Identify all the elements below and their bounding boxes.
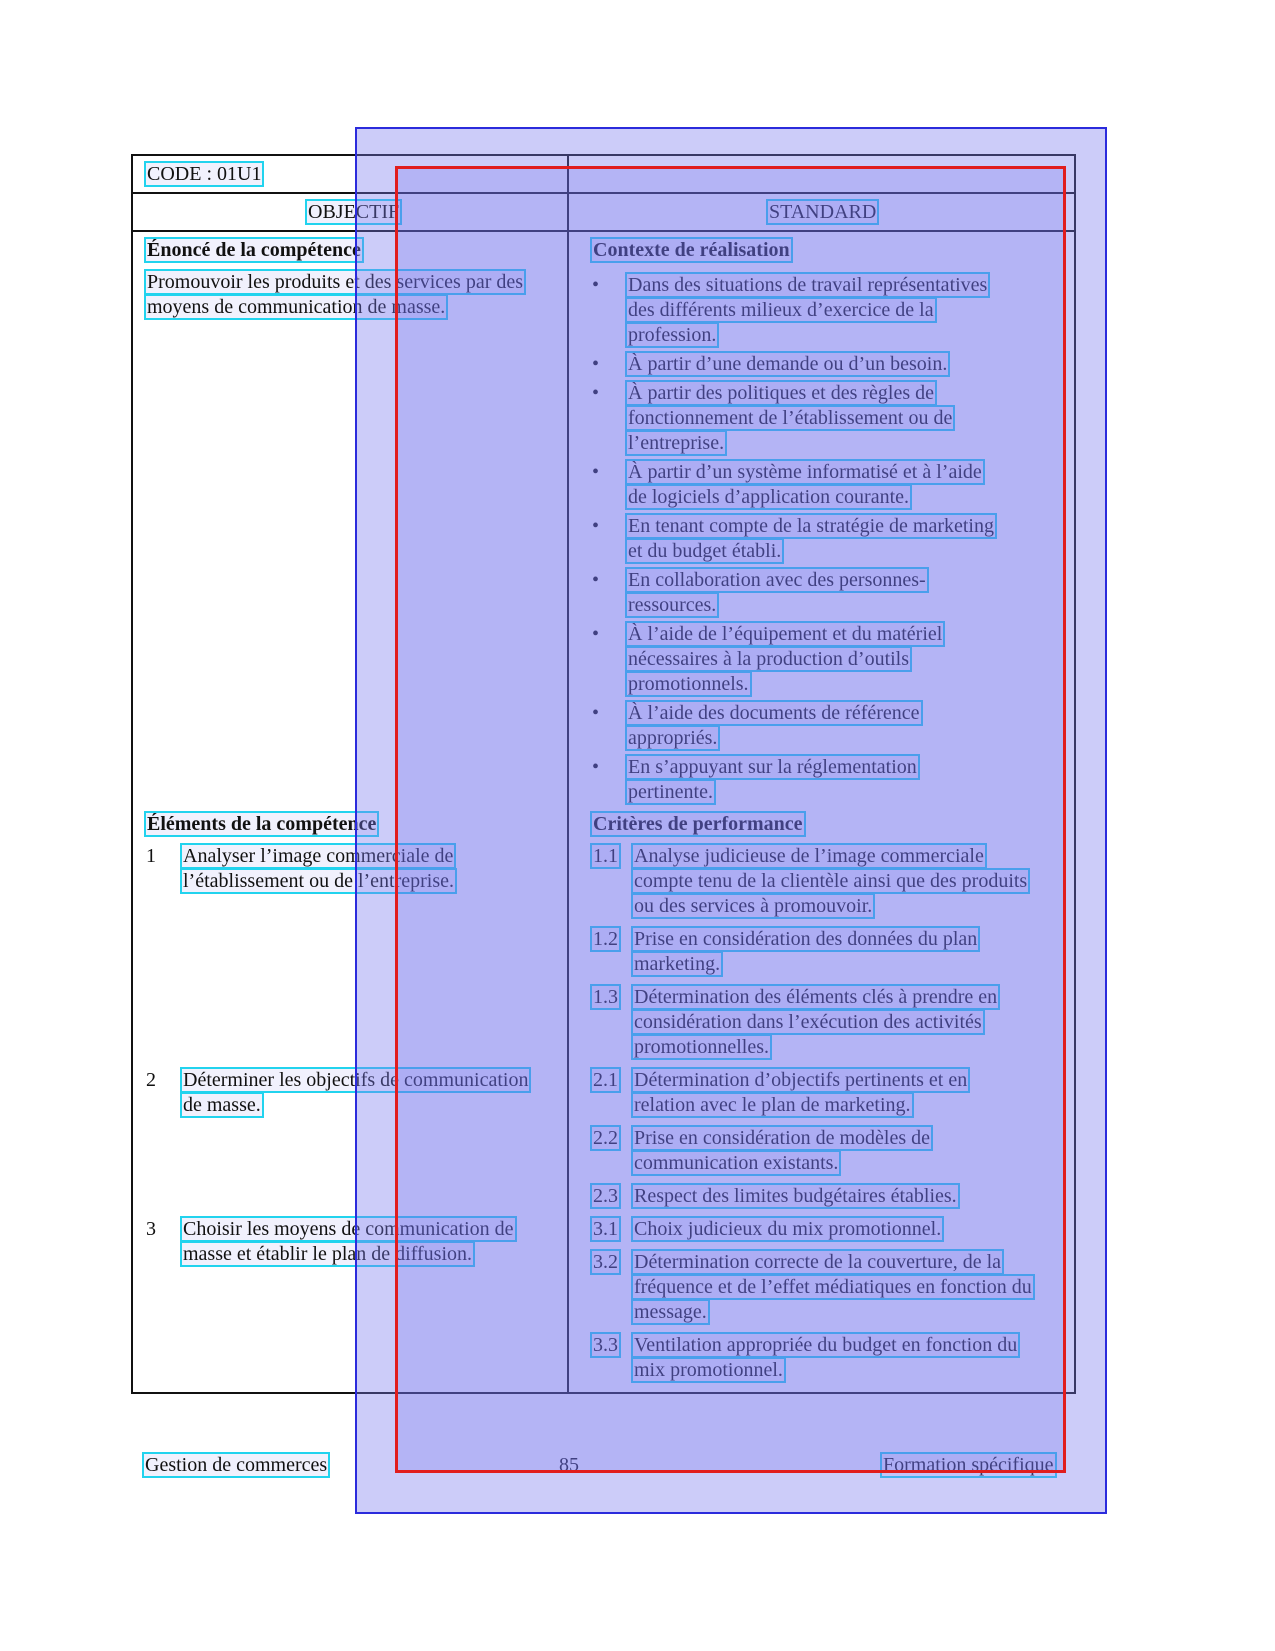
critere-text: Détermination correcte de la couverture, de la fréquence et de l’effet médiatiques en fonction du message. [634, 1251, 1032, 1323]
element-number: 2 [146, 1069, 156, 1091]
list-item-text: En s’appuyant sur la réglementation pertinente. [628, 756, 917, 803]
critere-text: Respect des limites budgétaires établies. [634, 1185, 957, 1207]
critere-text: Prise en considération des données du plan marketing. [634, 928, 978, 975]
critere-number: 3.3 [593, 1334, 618, 1356]
critere-number: 2.3 [593, 1185, 618, 1207]
critere-number: 1.3 [593, 986, 618, 1008]
bullet-icon: • [592, 274, 600, 296]
list-item-text: À partir d’un système informatisé et à l’aide de logiciels d’application courante. [628, 461, 982, 508]
elements-title: Éléments de la compétence [147, 813, 377, 835]
bullet-icon: • [592, 461, 600, 483]
critere-number: 2.1 [593, 1069, 618, 1091]
critere-number: 3.2 [593, 1251, 618, 1273]
list-item-text: En tenant compte de la stratégie de marketing et du budget établi. [628, 515, 994, 562]
element-text: Analyser l’image commerciale de l’établissement ou de l’entreprise. [183, 845, 455, 892]
critere-number: 2.2 [593, 1127, 618, 1149]
critere-text: Choix judicieux du mix promotionnel. [634, 1218, 942, 1240]
critere-text: Détermination des éléments clés à prendre en considération dans l’exécution des activités promotionnelles. [634, 986, 998, 1058]
table-left-border [131, 154, 133, 1394]
bullet-icon: • [592, 756, 600, 778]
critere-number: 1.1 [593, 845, 618, 867]
enonce-text: Promouvoir les produits et des services par des moyens de communication de masse. [147, 271, 524, 318]
bullet-icon: • [592, 515, 600, 537]
list-item-text: En collaboration avec des personnes- ressources. [628, 569, 926, 616]
bullet-icon: • [592, 623, 600, 645]
list-item-text: À partir des politiques et des règles de fonctionnement de l’établissement ou de l’entreprise. [628, 382, 953, 454]
contexte-title: Contexte de réalisation [593, 239, 790, 261]
list-item-text: Dans des situations de travail représentatives des différents milieux d’exercice de la profession. [628, 274, 988, 346]
element-text: Déterminer les objectifs de communication de masse. [183, 1069, 529, 1116]
element-number: 1 [146, 845, 156, 867]
element-number: 3 [146, 1218, 156, 1240]
element-text: Choisir les moyens de communication de masse et établir le plan de diffusion. [183, 1218, 514, 1265]
list-item-text: À partir d’une demande ou d’un besoin. [628, 353, 948, 375]
standard-header: STANDARD [769, 201, 877, 223]
bullet-icon: • [592, 569, 600, 591]
critere-text: Ventilation appropriée du budget en fonction du mix promotionnel. [634, 1334, 1018, 1381]
objectif-header: OBJECTIF [308, 201, 400, 223]
critere-text: Détermination d’objectifs pertinents et en relation avec le plan de marketing. [634, 1069, 968, 1116]
critere-text: Prise en considération de modèles de communication existants. [634, 1127, 931, 1174]
footer-left: Gestion de commerces [145, 1454, 328, 1476]
overlay-selection-inner [395, 166, 1066, 1473]
list-item-text: À l’aide de l’équipement et du matériel nécessaires à la production d’outils promotionnels. [628, 623, 943, 695]
bullet-icon: • [592, 353, 600, 375]
bullet-icon: • [592, 382, 600, 404]
critere-number: 1.2 [593, 928, 618, 950]
footer-right: Formation spécifique [883, 1454, 1054, 1476]
critere-text: Analyse judicieuse de l’image commerciale compte tenu de la clientèle ainsi que des produits ou des services à promouvoir. [634, 845, 1028, 917]
critere-number: 3.1 [593, 1218, 618, 1240]
criteres-title: Critères de performance [593, 813, 803, 835]
enonce-title: Énoncé de la compétence [147, 239, 361, 261]
bullet-icon: • [592, 702, 600, 724]
code-label: CODE : 01U1 [147, 163, 262, 185]
footer-page-number: 85 [559, 1454, 579, 1476]
list-item-text: À l’aide des documents de référence appropriés. [628, 702, 920, 749]
